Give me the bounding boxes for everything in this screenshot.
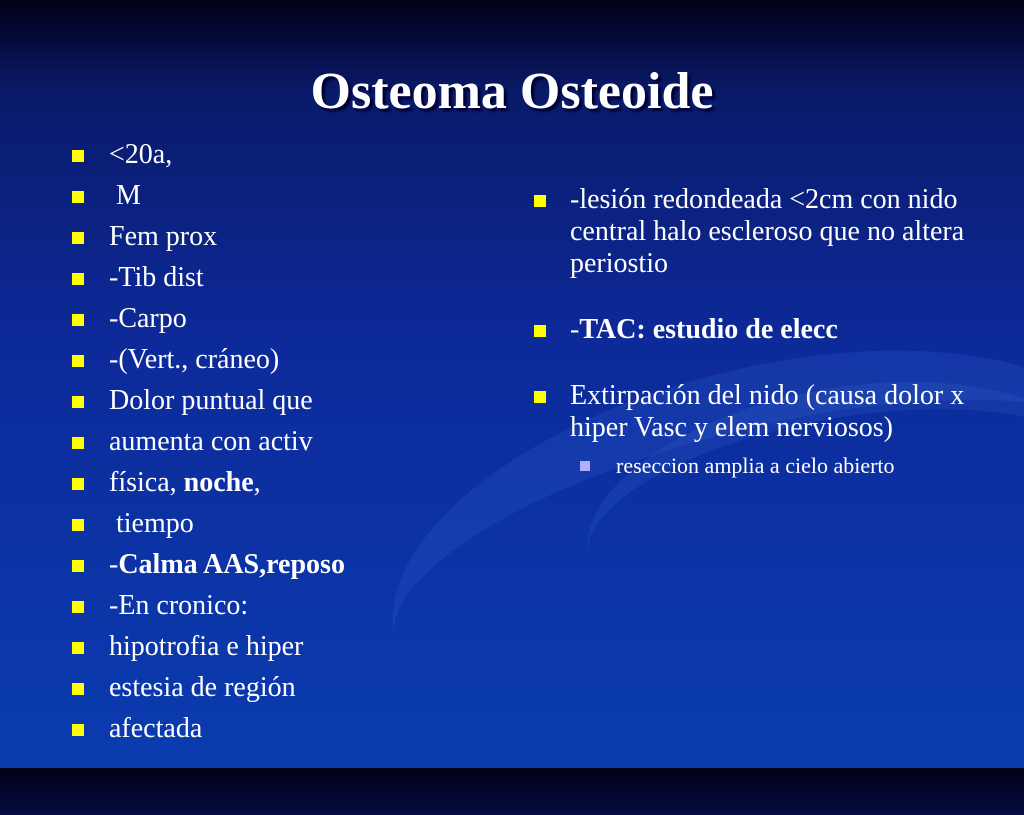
square-sub-bullet-icon	[580, 461, 590, 471]
list-item: -lesión redondeada <2cm con nido central halo escleroso que no altera periostio	[534, 184, 974, 280]
list-item: hipotrofia e hiper	[72, 626, 432, 667]
square-bullet-icon	[72, 232, 84, 244]
square-bullet-icon	[72, 519, 84, 531]
square-bullet-icon	[534, 325, 546, 337]
list-item: tiempo	[72, 503, 432, 544]
list-item: -Carpo	[72, 298, 432, 339]
square-bullet-icon	[72, 478, 84, 490]
list-item: -TAC: estudio de elecc	[534, 314, 974, 346]
square-bullet-icon	[534, 391, 546, 403]
right-bullet-list	[534, 184, 974, 480]
square-bullet-icon	[72, 396, 84, 408]
list-item: <20a,	[72, 134, 432, 175]
list-item: -Tib dist	[72, 257, 432, 298]
square-bullet-icon	[72, 642, 84, 654]
list-item: Fem prox	[72, 216, 432, 257]
list-item: M	[72, 175, 432, 216]
square-bullet-icon	[72, 560, 84, 572]
square-bullet-icon	[72, 273, 84, 285]
square-bullet-icon	[72, 437, 84, 449]
list-item: estesia de región	[72, 667, 432, 708]
square-bullet-icon	[72, 355, 84, 367]
slide-title: Osteoma Osteoide	[310, 63, 714, 120]
list-item: Dolor puntual que	[72, 380, 432, 421]
left-bullet-list	[72, 134, 432, 749]
list-item: -(Vert., cráneo)	[72, 339, 432, 380]
sub-list-item: reseccion amplia a cielo abierto	[580, 452, 974, 480]
list-item: aumenta con activ	[72, 421, 432, 462]
square-bullet-icon	[72, 150, 84, 162]
square-bullet-icon	[534, 195, 546, 207]
square-bullet-icon	[72, 191, 84, 203]
list-item: -Calma AAS,reposo	[72, 544, 432, 585]
square-bullet-icon	[72, 724, 84, 736]
list-item: afectada	[72, 708, 432, 749]
sub-bullet-list	[580, 452, 974, 480]
list-item: Extirpación del nido (causa dolor x hiper Vasc y elem nerviosos) reseccion amplia a cielo abierto	[534, 380, 974, 480]
square-bullet-icon	[72, 683, 84, 695]
square-bullet-icon	[72, 314, 84, 326]
list-item: -En cronico:	[72, 585, 432, 626]
square-bullet-icon	[72, 601, 84, 613]
list-item: física, noche,	[72, 462, 432, 503]
